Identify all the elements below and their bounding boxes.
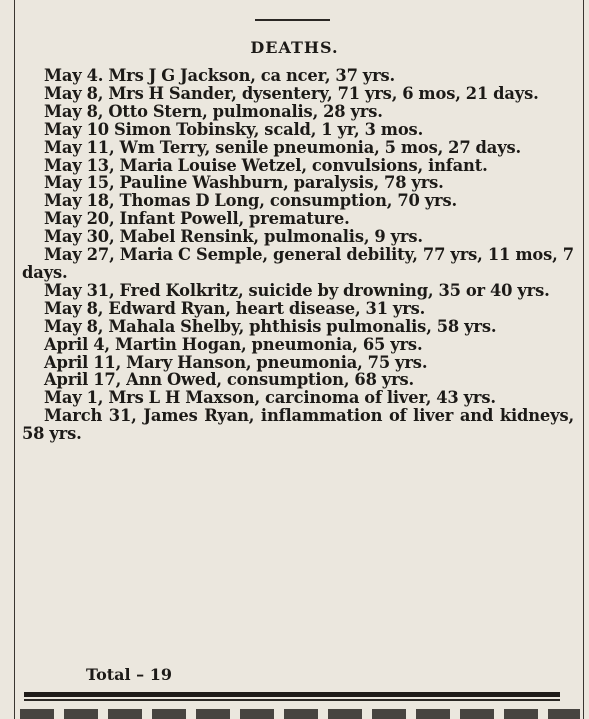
section-bottom-rule-thin <box>24 699 560 701</box>
death-entry: May 4. Mrs J G Jackson, ca ncer, 37 yrs. <box>44 66 396 85</box>
death-entry: May 1, Mrs L H Maxson, carcinoma of liver, 43 yrs. <box>44 388 496 408</box>
death-entry: May 20, Infant Powell, premature. <box>44 209 350 229</box>
death-entry: April 4, Martin Hogan, pneumonia, 65 yrs. <box>44 334 423 354</box>
death-entry: May 13, Maria Louise Wetzel, convulsions, infant. <box>44 155 488 175</box>
section-heading: DEATHS. <box>250 38 339 57</box>
death-entry: May 8, Mahala Shelby, phthisis pulmonalis, 58 yrs. <box>44 316 497 336</box>
death-entry: May 8, Otto Stern, pulmonalis, 28 yrs. <box>44 101 383 121</box>
death-entry: May 8, Mrs H Sander, dysentery, 71 yrs, 6 mos, 21 days. <box>44 83 539 103</box>
column-rule-left <box>14 0 15 719</box>
column-rule-right <box>583 0 584 719</box>
death-entry: March 31, James Ryan, inflammation of liver and kidneys, 58 yrs. <box>22 406 574 444</box>
death-entry: May 27, Maria C Semple, general debility, 77 yrs, 11 mos, 7 days. <box>22 245 574 282</box>
section-top-rule <box>255 19 330 21</box>
death-entry: May 31, Fred Kolkritz, suicide by drowning, 35 or 40 yrs. <box>44 280 550 300</box>
death-entries-list <box>22 67 574 443</box>
death-total: Total – 19 <box>86 665 172 684</box>
death-entry: May 15, Pauline Washburn, paralysis, 78 yrs. <box>44 173 444 193</box>
death-entry: May 8, Edward Ryan, heart disease, 31 yrs. <box>44 298 426 318</box>
death-entry: April 11, Mary Hanson, pneumonia, 75 yrs. <box>44 352 428 372</box>
death-entry: April 17, Ann Owed, consumption, 68 yrs. <box>44 370 415 390</box>
section-bottom-rule-thick <box>24 692 560 697</box>
death-entry: May 30, Mabel Rensink, pulmonalis, 9 yrs. <box>44 227 423 247</box>
death-entry: May 11, Wm Terry, senile pneumonia, 5 mos, 27 days. <box>44 137 522 157</box>
death-entry: May 10 Simon Tobinsky, scald, 1 yr, 3 mos. <box>44 119 424 139</box>
death-entry: May 18, Thomas D Long, consumption, 70 yrs. <box>44 191 457 211</box>
next-section-headline-fragment <box>20 709 580 719</box>
